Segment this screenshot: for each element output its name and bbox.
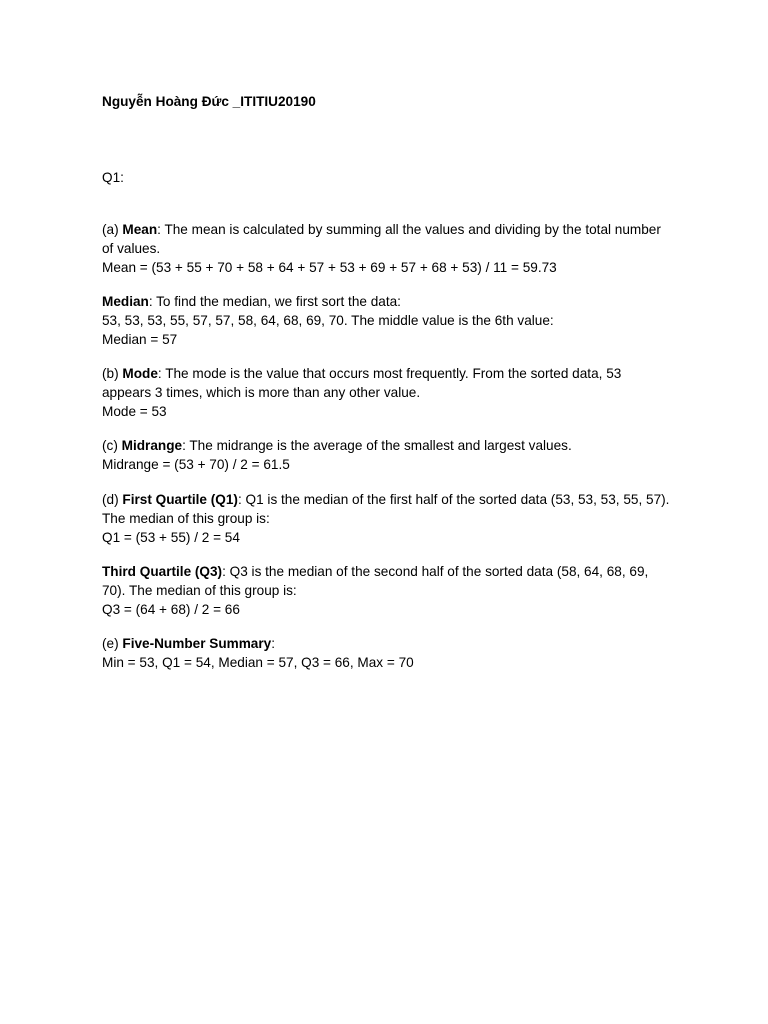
median-term: Median [102,294,149,309]
median-result: Median = 57 [102,332,178,347]
mode-description [102,364,702,383]
midrange-description [102,436,702,455]
q1-prefix: (d) [102,492,123,507]
q1-desc: : Q1 is the median of the first half of the sorted data (53, 53, 53, 55, 57). [237,492,670,507]
mode-term: Mode [122,366,158,381]
mean-formula: Mean = (53 + 55 + 70 + 58 + 64 + 57 + 53 + 69 + 57 + 68 + 53) / 11 = 59.73 [102,260,557,275]
midrange-section [102,436,702,474]
median-description [102,292,702,311]
q1-description [102,490,702,509]
midrange-desc: : The midrange is the average of the smallest and largest values. [182,438,572,453]
mode-section [102,364,702,421]
first-quartile-section [102,490,702,547]
question-label: Q1: [102,170,124,185]
midrange-prefix: (c) [102,438,122,453]
q1-desc-continued: The median of this group is: [102,511,270,526]
third-quartile-section [102,562,702,619]
midrange-result: Midrange = (53 + 70) / 2 = 61.5 [102,457,290,472]
mean-term: Mean [122,222,158,237]
q3-desc-continued: 70). The median of this group is: [102,583,297,598]
midrange-term: Midrange [121,438,183,453]
summary-term: Five-Number Summary [122,636,272,651]
q1-result: Q1 = (53 + 55) / 2 = 54 [102,530,240,545]
q3-desc: : Q3 is the median of the second half of the sorted data (58, 64, 68, 69, [222,564,649,579]
summary-description [102,634,702,653]
mode-desc-continued: appears 3 times, which is more than any other value. [102,385,421,400]
author-heading: Nguyễn Hoàng Đức _ITITIU20190 [102,94,316,109]
median-desc: : To find the median, we first sort the data: [148,294,401,309]
summary-desc: : [271,636,275,651]
mode-prefix: (b) [102,366,123,381]
mean-section [102,220,702,277]
mean-desc-continued: of values. [102,241,161,256]
summary-result: Min = 53, Q1 = 54, Median = 57, Q3 = 66, Max = 70 [102,655,414,670]
median-section [102,292,702,349]
median-sorted-data: 53, 53, 53, 55, 57, 57, 58, 64, 68, 69, 70. The middle value is the 6th value: [102,313,554,328]
mean-description [102,220,702,239]
mean-prefix: (a) [102,222,123,237]
five-number-summary-section [102,634,702,672]
q3-description [102,562,702,581]
q3-result: Q3 = (64 + 68) / 2 = 66 [102,602,240,617]
q1-term: First Quartile (Q1) [122,492,238,507]
summary-prefix: (e) [102,636,123,651]
mode-desc: : The mode is the value that occurs most frequently. From the sorted data, 53 [157,366,622,381]
mode-result: Mode = 53 [102,404,167,419]
q3-term: Third Quartile (Q3) [102,564,223,579]
mean-desc: : The mean is calculated by summing all the values and dividing by the total number [157,222,661,237]
